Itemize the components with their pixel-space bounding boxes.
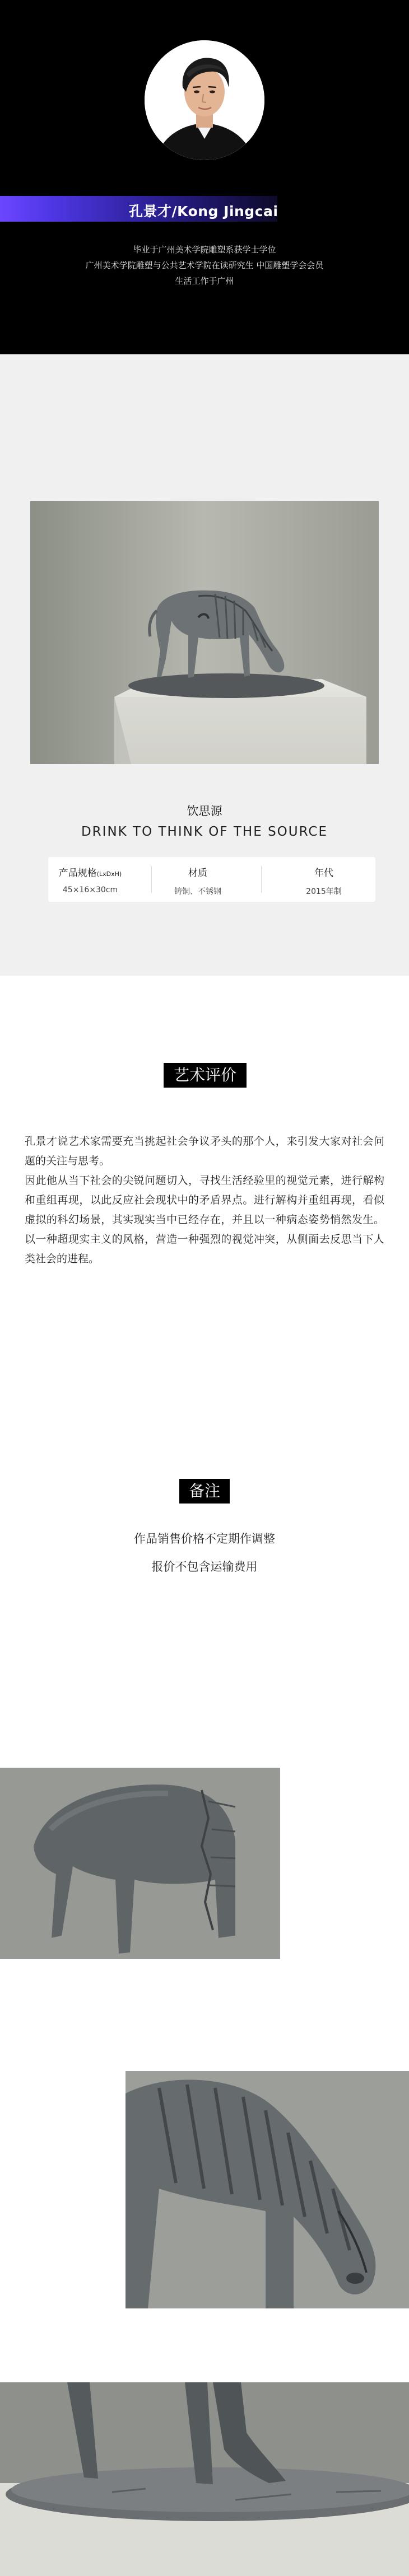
review-heading: 艺术评价 (164, 1063, 247, 1088)
artist-header (0, 0, 409, 354)
spec-label: 年代 (314, 868, 333, 879)
artist-name: 孔景才/Kong Jingcai (129, 203, 278, 219)
artwork-photo (30, 501, 379, 764)
review-paragraph: 孔景才说艺术家需要充当挑起社会争议矛头的那个人，来引发大家对社会问题的关注与思考。 (25, 1135, 384, 1167)
horse-sculpture-image (30, 501, 379, 764)
spec-value: 2015年制 (306, 887, 342, 896)
spec-value: 铸铜、不锈钢 (174, 887, 221, 896)
detail-photo-head (126, 2071, 409, 2308)
artist-name-bar (0, 196, 277, 222)
horse-head-detail-image (126, 2071, 409, 2308)
review-paragraph: 因此他从当下社会的尖锐问题切入，寻找生活经验里的视觉元素，进行解构和重组再现，以此反应社会现状中的矛盾界点。进行解构并重组再现，看似虚拟的科幻场景，其实现实当中已经存在，并且以一种病态姿势悄然发生。以一种超现实主义的风格，营造一种强烈的视觉冲突，从侧面去反思当下人类社会的进程。 (25, 1174, 384, 1265)
spec-value: 45×16×30cm (62, 886, 118, 894)
spec-material (156, 857, 240, 902)
artist-bio-line: 生活工作于广州 (175, 276, 234, 286)
notes-heading: 备注 (179, 1479, 230, 1504)
artist-bio-line: 毕业于广州美术学院雕塑系获学士学位 (133, 245, 276, 255)
artist-bio (0, 242, 409, 289)
notes-line: 作品销售价格不定期作调整 (134, 1532, 275, 1545)
detail-photo-base (0, 2382, 409, 2576)
spec-label: 产品规格(LxDxH) (58, 868, 122, 879)
artwork-title: 饮思源 (187, 804, 222, 818)
spec-divider (261, 866, 262, 893)
horse-body-detail-image (0, 1768, 280, 1959)
spec-divider (151, 866, 152, 893)
artist-bio-line: 广州美术学院雕塑与公共艺术学院在读研究生 中国雕塑学会会员 (85, 260, 324, 270)
artist-avatar (145, 40, 264, 160)
detail-photo-body (0, 1768, 280, 1959)
spec-size (48, 857, 132, 902)
artwork-subtitle: DRINK TO THINK OF THE SOURCE (81, 825, 328, 839)
notes-line: 报价不包含运输费用 (151, 1560, 258, 1573)
sculpture-base-detail-image (0, 2382, 409, 2576)
spec-year (272, 857, 375, 902)
artwork-section (0, 354, 409, 976)
spec-label: 材质 (188, 868, 207, 879)
review-text (25, 1132, 384, 1269)
artwork-specs-card (48, 857, 375, 902)
notes-list (0, 1525, 409, 1581)
artist-portrait-image (145, 40, 264, 160)
